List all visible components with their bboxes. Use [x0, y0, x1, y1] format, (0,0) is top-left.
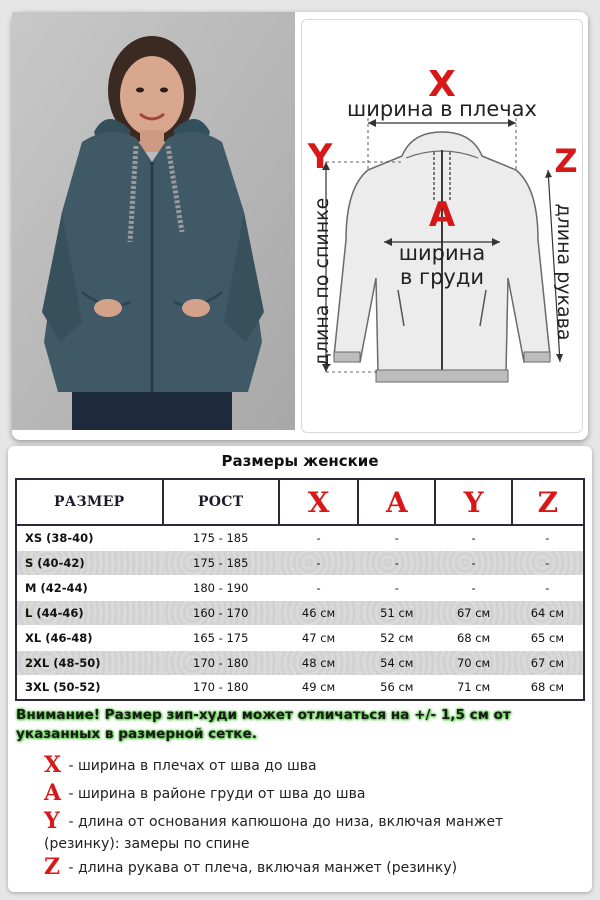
cell-y: -	[435, 525, 511, 550]
cell-size: L (44-46)	[16, 600, 163, 625]
cell-x: 48 см	[279, 650, 358, 675]
legend-letter-y: Y	[44, 808, 60, 834]
cell-height: 165 - 175	[163, 625, 279, 650]
table-row	[16, 675, 584, 700]
cell-x: -	[279, 550, 358, 575]
legend-text-a: - ширина в районе груди от шва до шва	[64, 786, 366, 802]
cell-x: 47 см	[279, 625, 358, 650]
cell-height: 175 - 185	[163, 525, 279, 550]
table-header-row	[16, 479, 584, 525]
cell-height: 175 - 185	[163, 550, 279, 575]
legend-item-a	[44, 782, 564, 805]
cell-x: -	[279, 525, 358, 550]
cell-y: -	[435, 550, 511, 575]
cell-a: -	[358, 550, 435, 575]
cell-z: -	[512, 550, 584, 575]
cell-a: -	[358, 525, 435, 550]
cell-size: XS (38-40)	[16, 525, 163, 550]
cell-z: -	[512, 525, 584, 550]
cell-y: 70 см	[435, 650, 511, 675]
cell-z: 64 см	[512, 600, 584, 625]
cell-z: 68 см	[512, 675, 584, 700]
model-photo-illustration	[12, 12, 295, 430]
label-sleeve-length: длина рукава	[553, 203, 575, 341]
label-chest-line1: ширина	[398, 241, 486, 265]
cell-height: 160 - 170	[163, 600, 279, 625]
label-chest-line2: в груди	[399, 265, 485, 289]
cell-z: 65 см	[512, 625, 584, 650]
hoodie-sketch	[302, 20, 584, 434]
page-title: Размеры женские	[221, 452, 379, 470]
letter-z-marker: Z	[554, 142, 578, 180]
legend-item-x	[44, 754, 564, 777]
letter-y-marker: Y	[307, 137, 333, 177]
cell-size: 3XL (50-52)	[16, 675, 163, 700]
cell-y: 71 см	[435, 675, 511, 700]
table-row	[16, 550, 584, 575]
letter-a-marker: A	[428, 195, 456, 235]
table-row	[16, 575, 584, 600]
cell-a: -	[358, 575, 435, 600]
cell-size: XL (46-48)	[16, 625, 163, 650]
cell-x: 46 см	[279, 600, 358, 625]
table-row	[16, 600, 584, 625]
cell-y: 68 см	[435, 625, 511, 650]
legend-text-y: - длина от основания капюшона до низа, включая манжет (резинку): замеры по спине	[44, 814, 504, 852]
cell-a: 54 см	[358, 650, 435, 675]
cell-height: 170 - 180	[163, 650, 279, 675]
cell-size: S (40-42)	[16, 550, 163, 575]
legend-letter-a: A	[44, 780, 62, 806]
cell-a: 51 см	[358, 600, 435, 625]
cell-a: 56 см	[358, 675, 435, 700]
model-photo	[12, 12, 295, 430]
cell-z: 67 см	[512, 650, 584, 675]
cell-y: 67 см	[435, 600, 511, 625]
header-x: X	[279, 479, 358, 525]
cell-a: 52 см	[358, 625, 435, 650]
table-row	[16, 625, 584, 650]
cell-size: M (42-44)	[16, 575, 163, 600]
legend-item-z	[44, 856, 564, 879]
letter-x-marker: X	[428, 64, 456, 105]
legend-item-y	[44, 810, 564, 855]
legend-text-z: - длина рукава от плеча, включая манжет (резинку)	[64, 860, 458, 876]
table-row	[16, 525, 584, 550]
table-row	[16, 650, 584, 675]
legend-letter-z: Z	[44, 854, 61, 880]
cell-height: 180 - 190	[163, 575, 279, 600]
legend-letter-x: X	[44, 752, 62, 778]
label-shoulder-width: ширина в плечах	[347, 97, 537, 121]
header-a: A	[358, 479, 435, 525]
header-height: РОСТ	[163, 479, 279, 525]
cell-x: 49 см	[279, 675, 358, 700]
cell-x: -	[279, 575, 358, 600]
cell-y: -	[435, 575, 511, 600]
cell-z: -	[512, 575, 584, 600]
size-table	[15, 478, 585, 701]
header-size: РАЗМЕР	[16, 479, 163, 525]
legend-text-x: - ширина в плечах от шва до шва	[64, 758, 317, 774]
size-warning-note: Внимание! Размер зип-худи может отличаться на +/- 1,5 см от указанных в размерной сетке.	[16, 707, 511, 742]
label-back-length: длина по спинке	[311, 197, 333, 367]
header-y: Y	[435, 479, 511, 525]
header-z: Z	[512, 479, 584, 525]
measurement-diagram	[301, 19, 583, 433]
cell-height: 170 - 180	[163, 675, 279, 700]
cell-size: 2XL (48-50)	[16, 650, 163, 675]
